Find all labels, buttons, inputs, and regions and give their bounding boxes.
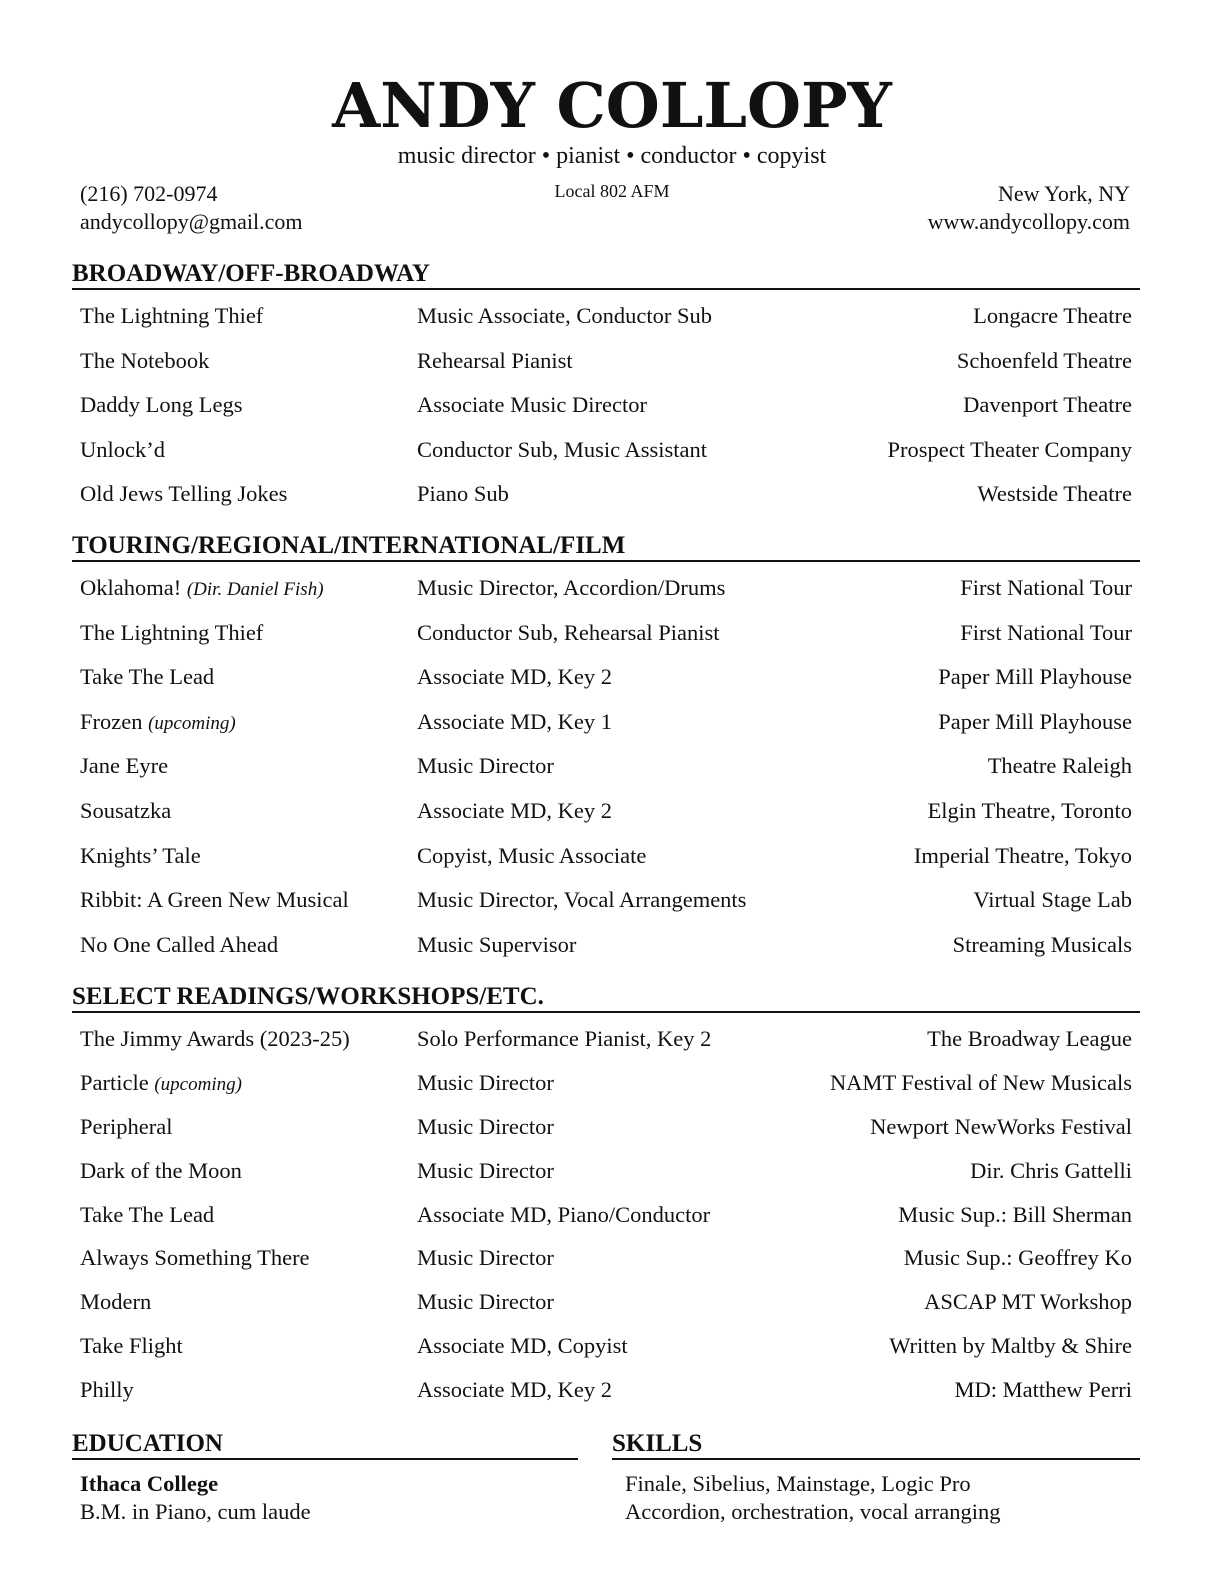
credit-row (80, 834, 1132, 879)
show-title: The Lightning Thief (80, 303, 264, 328)
credit-role: Associate MD, Key 2 (417, 797, 612, 823)
credit-venue: Longacre Theatre (973, 303, 1132, 328)
show-title: No One Called Ahead (80, 931, 279, 957)
show-title-cell (80, 1061, 242, 1107)
readings-list (80, 1017, 1132, 1412)
credit-venue: Imperial Theatre, Tokyo (913, 842, 1132, 868)
union-affiliation: Local 802 AFM (554, 181, 670, 201)
credit-role: Associate MD, Piano/Conductor (417, 1201, 711, 1227)
phone-number: (216) 702-0974 (80, 181, 218, 206)
credit-row (80, 1193, 1132, 1237)
credit-role: Music Director (417, 1245, 554, 1271)
credit-venue: Music Sup.: Geoffrey Ko (903, 1245, 1132, 1271)
show-title: Always Something There (80, 1245, 310, 1271)
credit-role: Music Director (417, 1069, 554, 1095)
credit-venue: Prospect Theater Company (887, 436, 1132, 462)
show-title: Peripheral (80, 1113, 173, 1139)
credit-venue: Music Sup.: Bill Sherman (898, 1201, 1132, 1227)
credit-role: Associate MD, Copyist (417, 1333, 628, 1359)
credit-row (80, 744, 1132, 789)
credit-role: Conductor Sub, Music Assistant (417, 436, 708, 462)
show-title: Daddy Long Legs (80, 392, 243, 418)
credit-row (80, 700, 1132, 745)
credit-venue: Written by Maltby & Shire (889, 1333, 1132, 1359)
credit-row (80, 611, 1132, 656)
credit-venue: ASCAP MT Workshop (924, 1289, 1132, 1315)
resume-name: ANDY COLLOPY (332, 69, 892, 142)
credit-row (80, 472, 1132, 517)
credit-row (80, 1324, 1132, 1368)
credit-row (80, 566, 1132, 611)
show-title: The Notebook (80, 347, 210, 373)
credit-role: Music Director (417, 1289, 554, 1315)
credit-venue: Newport NewWorks Festival (870, 1113, 1132, 1139)
show-title: Unlock’d (80, 436, 165, 462)
section-heading-readings: SELECT READINGS/WORKSHOPS/ETC. (72, 983, 1140, 1013)
credit-row (80, 923, 1132, 968)
credit-role: Music Director, Accordion/Drums (417, 575, 726, 600)
show-title: Ribbit: A Green New Musical (80, 887, 349, 913)
credit-venue: Schoenfeld Theatre (956, 347, 1132, 373)
credit-venue: NAMT Festival of New Musicals (829, 1069, 1132, 1095)
school-name: Ithaca College (80, 1471, 219, 1496)
credit-venue: First National Tour (960, 619, 1132, 645)
credit-role: Music Director (417, 1113, 554, 1139)
credit-role: Piano Sub (417, 481, 509, 507)
credit-venue: Dir. Chris Gattelli (970, 1157, 1132, 1183)
credit-role: Copyist, Music Associate (417, 842, 647, 868)
credit-venue: Streaming Musicals (952, 931, 1132, 957)
credit-role: Music Supervisor (417, 931, 577, 957)
credit-row (80, 655, 1132, 700)
section-heading-skills: SKILLS (612, 1430, 1140, 1460)
show-title: Frozen (80, 708, 143, 734)
website: www.andycollopy.com (927, 209, 1130, 234)
credit-row (80, 383, 1132, 428)
section-heading-education: EDUCATION (72, 1430, 578, 1460)
show-title: Take Flight (80, 1333, 183, 1359)
credit-role: Music Associate, Conductor Sub (417, 303, 712, 328)
show-title-cell (80, 566, 324, 613)
credit-row (80, 1149, 1132, 1193)
credit-row (80, 789, 1132, 834)
credit-venue: MD: Matthew Perri (954, 1377, 1132, 1403)
credit-row (80, 1061, 1132, 1105)
credit-role: Rehearsal Pianist (417, 347, 573, 373)
show-title: Jane Eyre (80, 753, 169, 779)
credit-role: Associate MD, Key 2 (417, 1377, 612, 1403)
credit-role: Conductor Sub, Rehearsal Pianist (417, 619, 720, 645)
email-address: andycollopy@gmail.com (80, 209, 303, 234)
credit-venue: Westside Theatre (977, 481, 1132, 507)
show-title: Dark of the Moon (80, 1157, 242, 1183)
degree: B.M. in Piano, cum laude (80, 1499, 311, 1524)
credit-row (80, 1017, 1132, 1061)
credit-row (80, 1368, 1132, 1412)
credit-row (80, 878, 1132, 923)
credit-row (80, 1280, 1132, 1324)
credit-venue: Paper Mill Playhouse (938, 664, 1132, 690)
show-title: Modern (80, 1289, 152, 1315)
resume-tagline: music director • pianist • conductor • copyist (397, 143, 827, 169)
credit-row (80, 428, 1132, 473)
credit-venue: Theatre Raleigh (987, 753, 1132, 779)
credit-venue: Virtual Stage Lab (973, 887, 1132, 913)
credit-role: Solo Performance Pianist, Key 2 (417, 1026, 712, 1051)
credit-venue: Paper Mill Playhouse (938, 708, 1132, 734)
credit-row (80, 294, 1132, 339)
show-title-cell (80, 700, 236, 747)
credit-row (80, 339, 1132, 384)
credit-venue: Elgin Theatre, Toronto (927, 797, 1132, 823)
skills-software: Finale, Sibelius, Mainstage, Logic Pro (625, 1471, 971, 1496)
show-title: The Jimmy Awards (2023-25) (80, 1026, 350, 1051)
credit-venue: The Broadway League (927, 1026, 1132, 1051)
show-title: Sousatzka (80, 797, 172, 823)
touring-list (80, 566, 1132, 967)
credit-role: Associate Music Director (417, 392, 647, 418)
show-title: Oklahoma! (80, 575, 182, 600)
credit-role: Associate MD, Key 1 (417, 708, 612, 734)
show-note: (upcoming) (154, 1073, 242, 1095)
show-title: Philly (80, 1377, 134, 1403)
show-title: Take The Lead (80, 1201, 215, 1227)
show-title: Particle (80, 1069, 149, 1095)
skills-music: Accordion, orchestration, vocal arranging (625, 1499, 1001, 1524)
credit-role: Music Director, Vocal Arrangements (417, 887, 747, 913)
show-note: (upcoming) (148, 712, 236, 734)
credit-role: Music Director (417, 753, 554, 779)
show-title: Old Jews Telling Jokes (80, 481, 288, 507)
section-heading-broadway: BROADWAY/OFF-BROADWAY (72, 260, 1140, 290)
contact-left (80, 180, 303, 236)
credit-venue: First National Tour (960, 575, 1132, 600)
credit-row (80, 1236, 1132, 1280)
broadway-list (80, 294, 1132, 517)
credit-venue: Davenport Theatre (963, 392, 1132, 418)
skills-block (625, 1470, 1000, 1526)
education-block (80, 1470, 311, 1526)
credit-role: Music Director (417, 1157, 554, 1183)
credit-role: Associate MD, Key 2 (417, 664, 612, 690)
show-title: The Lightning Thief (80, 619, 264, 645)
show-title: Take The Lead (80, 664, 215, 690)
credit-row (80, 1105, 1132, 1149)
location: New York, NY (997, 181, 1130, 206)
section-heading-touring: TOURING/REGIONAL/INTERNATIONAL/FILM (72, 532, 1140, 562)
show-note: (Dir. Daniel Fish) (186, 579, 324, 600)
contact-right (928, 180, 1130, 236)
show-title: Knights’ Tale (80, 842, 201, 868)
